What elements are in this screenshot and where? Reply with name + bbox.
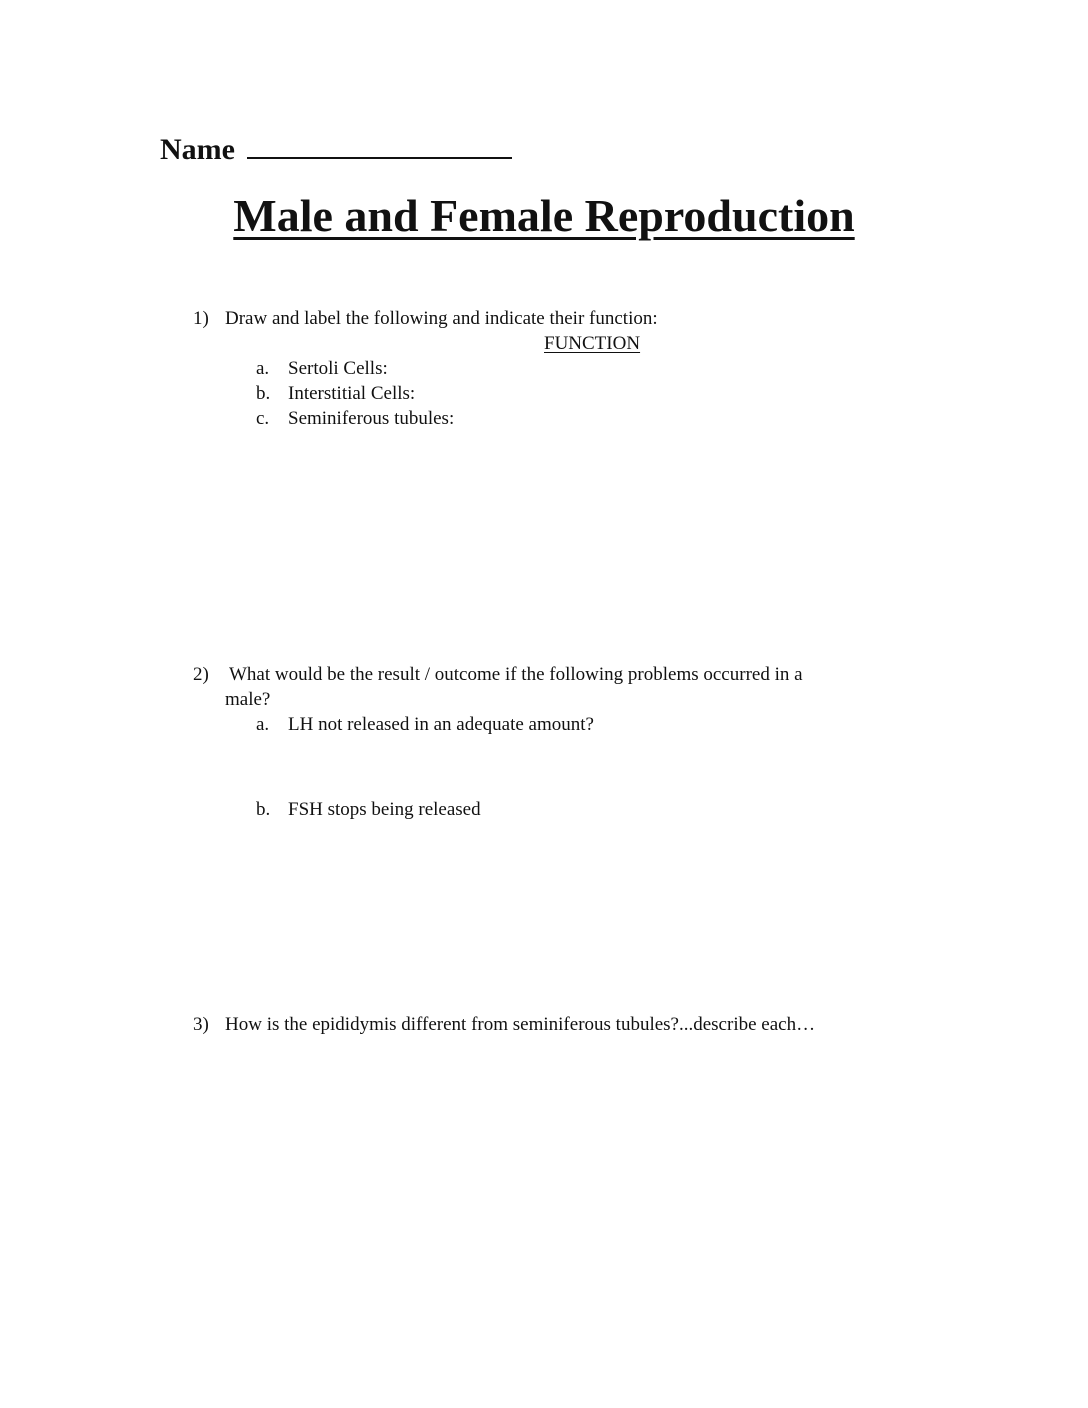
question-1 (193, 306, 893, 331)
worksheet-title: Male and Female Reproduction (233, 190, 855, 241)
question-2 (193, 662, 953, 712)
item-text: Interstitial Cells: (288, 383, 416, 404)
question-text-line-1: What would be the result / outcome if the following problems occurred in a (229, 664, 803, 685)
list-item (256, 712, 756, 737)
question-text: How is the epididymis different from seminiferous tubules?...describe each… (225, 1014, 816, 1035)
item-letter: c. (256, 408, 270, 429)
item-letter: a. (256, 358, 270, 379)
name-blank-line (247, 127, 512, 159)
item-text: Seminiferous tubules: (288, 408, 455, 429)
question-3 (193, 1012, 953, 1037)
function-column-header: FUNCTION (544, 333, 641, 354)
item-text: Sertoli Cells: (288, 358, 388, 379)
question-number: 3) (193, 1014, 209, 1035)
question-number: 2) (193, 664, 209, 685)
question-number: 1) (193, 308, 209, 329)
question-text-line-2: male? (225, 689, 271, 710)
list-item (256, 356, 656, 381)
item-letter: b. (256, 383, 271, 404)
question-text: Draw and label the following and indicate their function: (225, 308, 658, 329)
list-item (256, 406, 656, 431)
name-field (160, 127, 512, 170)
list-item (256, 797, 756, 822)
item-text: FSH stops being released (288, 799, 481, 820)
item-text: LH not released in an adequate amount? (288, 714, 594, 735)
name-label: Name (160, 133, 235, 166)
item-letter: b. (256, 799, 271, 820)
item-letter: a. (256, 714, 270, 735)
list-item (256, 381, 656, 406)
